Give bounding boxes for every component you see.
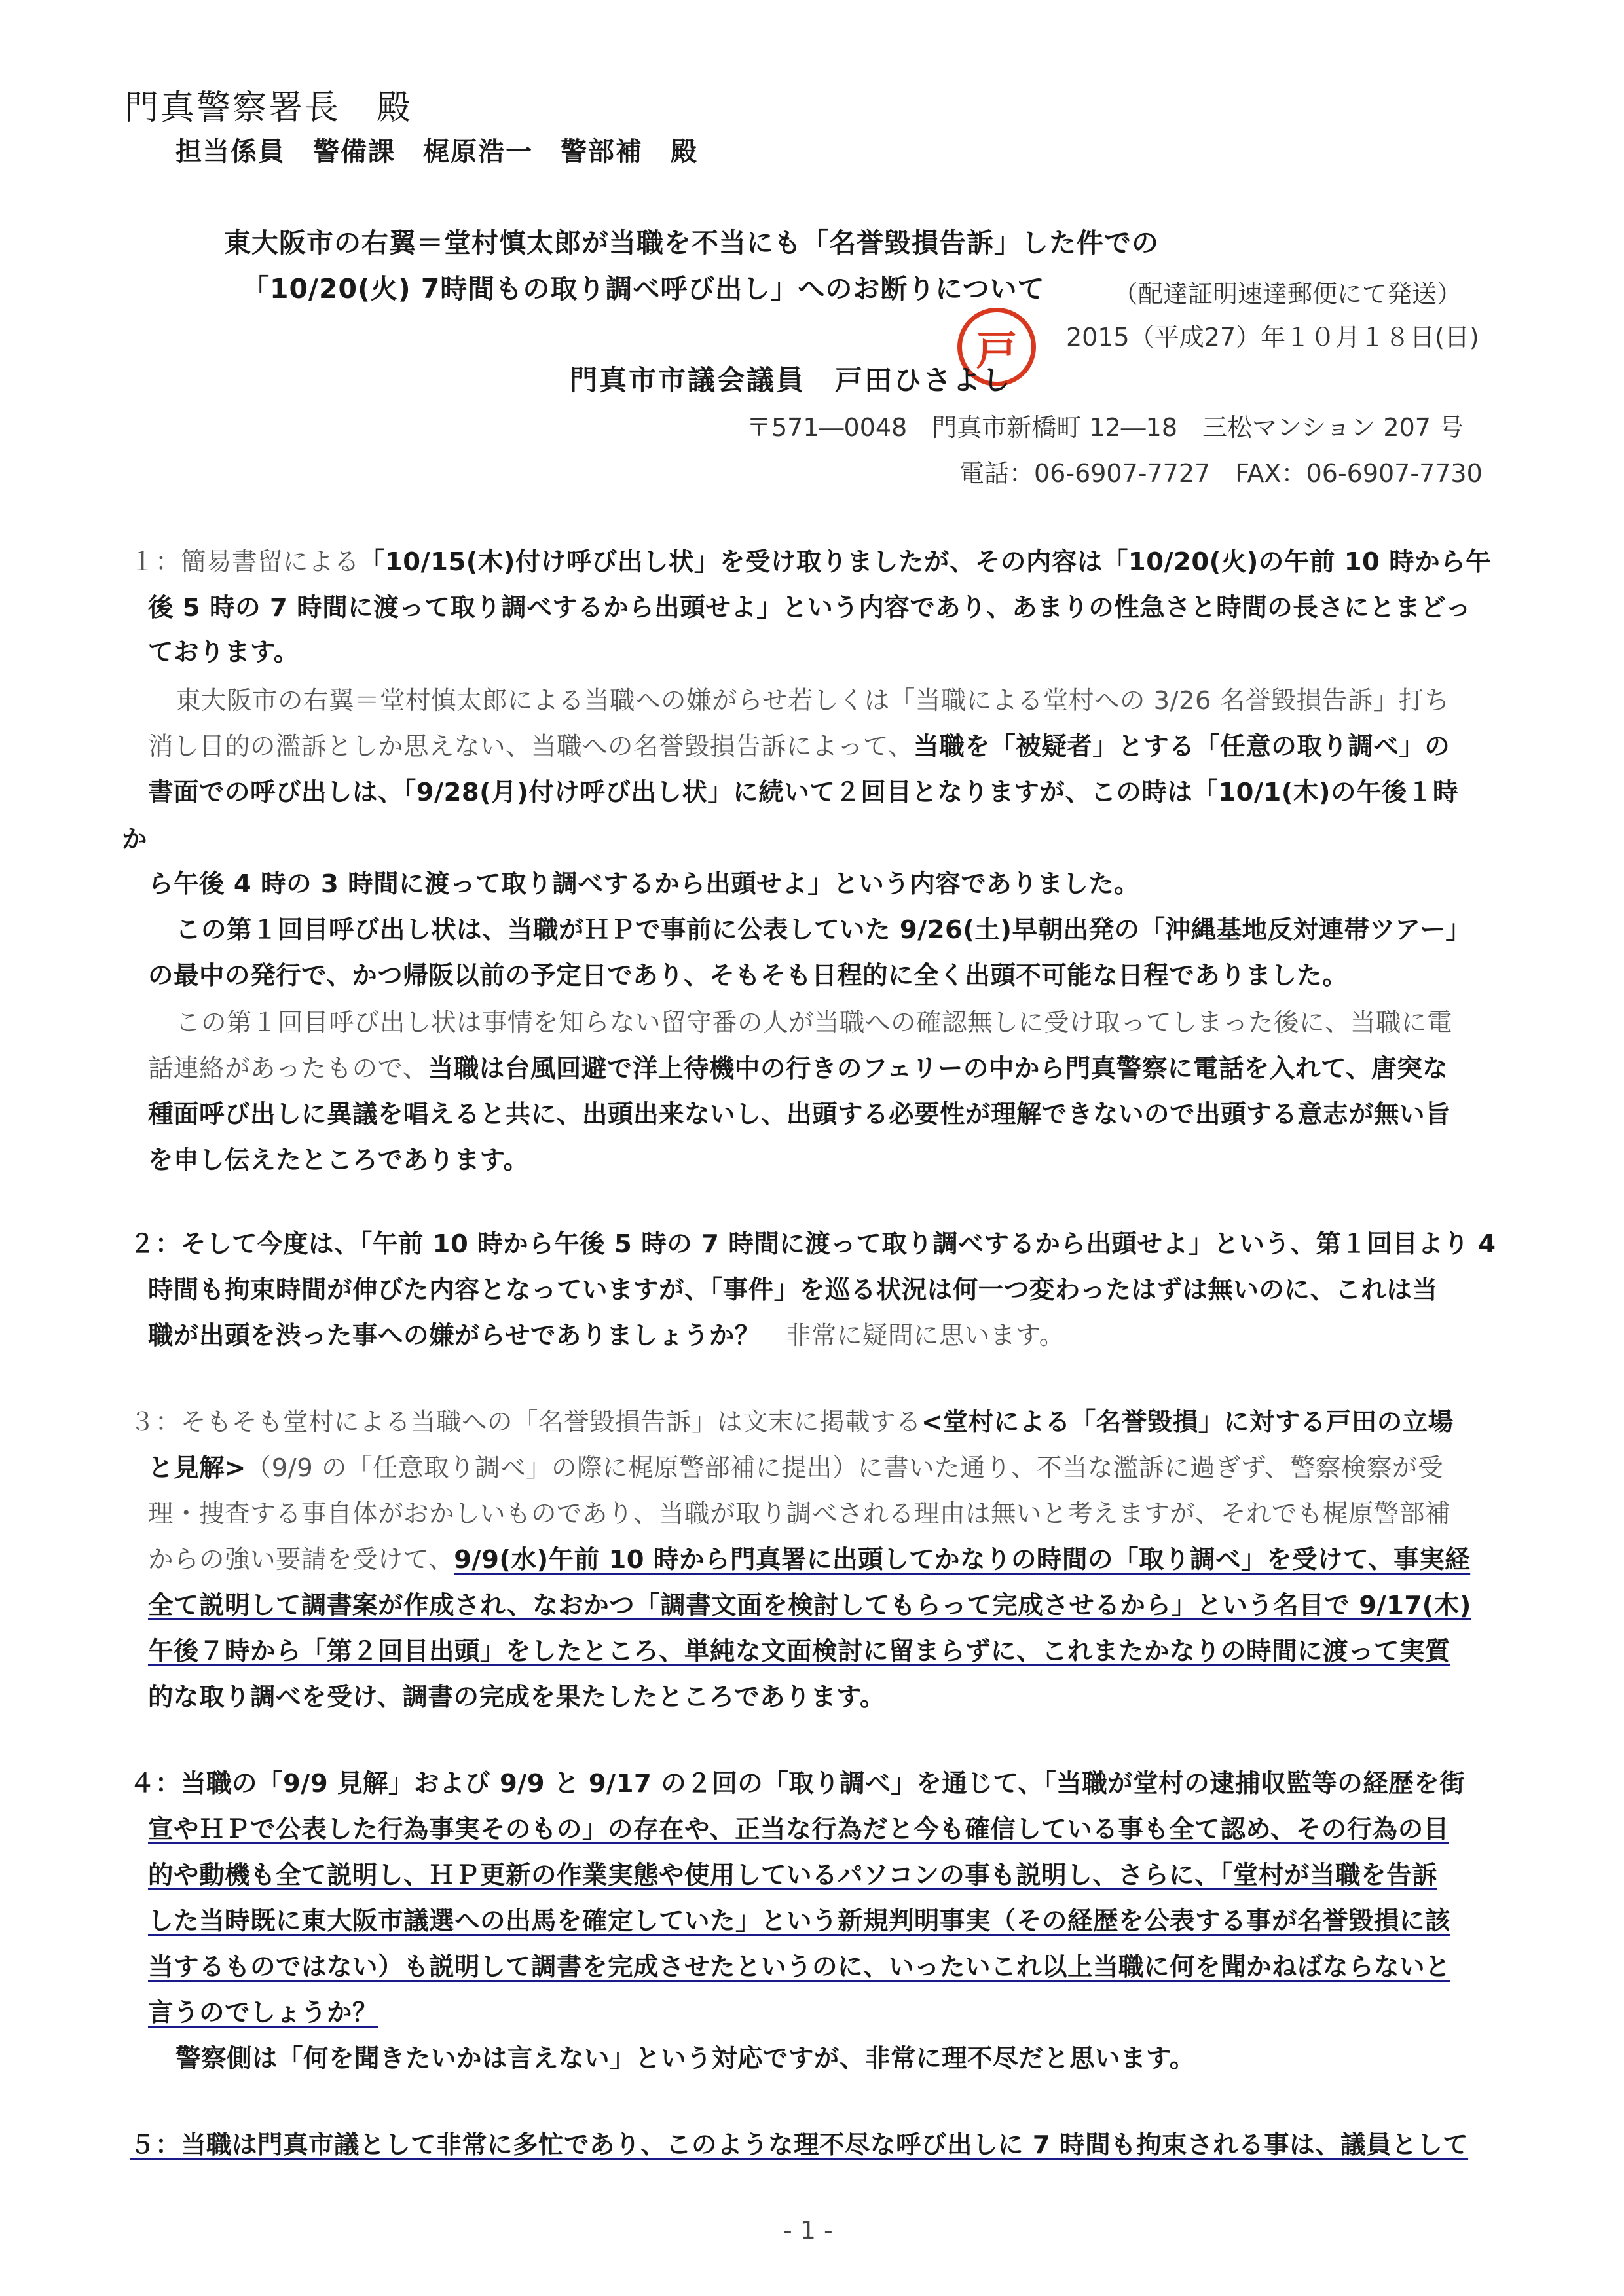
- p1d-line-3: 種面呼び出しに異議を唱えると共に、出頭出来ないし、出頭する必要性が理解できないので出頭する意志が無い旨: [148, 1100, 1451, 1129]
- p4-line-4: した当時既に東大阪市議選への出馬を確定していた」という新規判明事実（その経歴を公表する事が名誉毀損に該: [148, 1906, 1451, 1936]
- p1d-line-4: を申し伝えたところであります。: [148, 1146, 529, 1175]
- p4-line-7: 警察側は「何を聞きたいかは言えない」という対応ですが、非常に理不尽だと思います。: [175, 2044, 1195, 2073]
- p3-line-5: 全て説明して調書案が作成され、なおかつ「調書文面を検討してもらって完成させるから」という名目で 9/17(木): [148, 1591, 1471, 1620]
- addressee-attention: 担当係員 警備課 梶原浩一 警部補 殿: [175, 137, 698, 167]
- p1c-line-2: の最中の発行で、かつ帰阪以前の予定日であり、そもそも日程的に全く出頭不可能な日程でありました。: [148, 961, 1348, 991]
- p2-line-1: ２：そして今度は、「午前 10 時から午後 5 時の 7 時間に渡って取り調べするから出頭せよ」という、第１回目より 4: [130, 1230, 1496, 1259]
- p4-line-5: 当するものではない）も説明して調書を完成させたというのに、いったいこれ以上当職に何を聞かねばならないと: [148, 1952, 1451, 1982]
- p1-line-3: ております。: [148, 638, 299, 667]
- p1d-line-1: この第１回目呼び出し状は事情を知らない留守番の人が当職への確認無しに受け取ってしまった後に、当職に電: [175, 1008, 1453, 1038]
- subject-line-2: 「10/20(火) 7時間もの取り調べ呼び出し」へのお断りについて: [242, 273, 1045, 304]
- p3-line-3: 理・捜査する事自体がおかしいものであり、当職が取り調べされる理由は無いと考えますが、それでも梶原警部補: [148, 1499, 1451, 1529]
- p4-line-2: 宣やＨＰで公表した行為事実そのもの」の存在や、正当な行為だと今も確信している事も全て認め、その行為の目: [148, 1815, 1449, 1844]
- p4-line-1: ４：当職の「9/9 見解」および 9/9 と 9/17 の２回の「取り調べ」を通じて、「当職が堂村の逮捕収監等の経歴を街: [130, 1769, 1466, 1798]
- delivery-method: （配達証明速達郵便にて発送）: [1113, 280, 1462, 308]
- p3-line-6: 午後７時から「第２回目出頭」をしたところ、単純な文面検討に留まらずに、これまたかなりの時間に渡って実質: [148, 1637, 1451, 1666]
- author-name: 門真市市議会議員 戸田ひさよし: [570, 364, 1012, 396]
- p4-line-6: 言うのでしょうか？: [148, 1998, 378, 2028]
- p1b-line-3: 書面での呼び出しは、「9/28(月)付け呼び出し状」に続いて２回目となりますが、この時は「10/1(木)の午後１時: [148, 778, 1458, 807]
- addressee: 門真警察署長 殿: [124, 88, 413, 128]
- p3-line-7: 的な取り調べを受け、調書の完成を果たしたところであります。: [148, 1683, 885, 1712]
- p1b-line-1: 東大阪市の右翼＝堂村慎太郎による当職への嫌がらせ若しくは「当職による堂村への 3/26 名誉毀損告訴」打ち: [175, 686, 1450, 716]
- p3-line-4: からの強い要請を受けて、9/9(水)午前 10 時から門真署に出頭してかなりの時間の「取り調べ」を受けて、事実経: [148, 1545, 1471, 1575]
- seal-char: 戸: [976, 326, 1017, 374]
- p2-line-2: 時間も拘束時間が伸びた内容となっていますが、「事件」を巡る状況は何一つ変わったはずは無いのに、これは当: [148, 1275, 1438, 1305]
- author-address: 〒571―0048 門真市新橋町 12―18 三松マンション 207 号: [747, 413, 1464, 442]
- p2-line-3: 職が出頭を渋った事への嫌がらせでありましょうか？ 非常に疑問に思います。: [148, 1321, 1065, 1351]
- p4-line-3: 的や動機も全て説明し、ＨＰ更新の作業実態や使用しているパソコンの事も説明し、さらに、「堂村が当職を告訴: [148, 1861, 1437, 1890]
- author-phone: 電話：06-6907-7727 FAX：06-6907-7730: [959, 459, 1483, 488]
- subject-line-1: 東大阪市の右翼＝堂村慎太郎が当職を不当にも「名誉毀損告訴」した件での: [224, 227, 1159, 259]
- p1-line-2: 後 5 時の 7 時間に渡って取り調べするから出頭せよ」という内容であり、あまりの性急さと時間の長さにとまどっ: [148, 593, 1471, 623]
- page-number: - 1 -: [783, 2216, 833, 2245]
- p1b-line-5: ら午後 4 時の 3 時間に渡って取り調べするから出頭せよ」という内容でありました。: [148, 869, 1140, 899]
- p5-line-1: ５：当職は門真市議として非常に多忙であり、このような理不尽な呼び出しに 7 時間も拘束される事は、議員として: [130, 2130, 1469, 2160]
- p1c-line-1: この第１回目呼び出し状は、当職がＨＰで事前に公表していた 9/26(土)早朝出発の「沖縄基地反対連帯ツアー」: [175, 915, 1471, 945]
- p3-line-2: と見解>（9/9 の「任意取り調べ」の際に梶原警部補に提出）に書いた通り、不当な濫訴に過ぎず、警察検察が受: [148, 1453, 1443, 1483]
- document-date: 2015（平成27）年１０月１８日(日): [1066, 323, 1479, 352]
- p3-line-1: ３：そもそも堂村による当職への「名誉毀損告訴」は文末に掲載する<堂村による「名誉毀損」に対する戸田の立場: [130, 1408, 1454, 1437]
- p1b-line-2: 消し目的の濫訴としか思えない、当職への名誉毀損告訴によって、当職を「被疑者」とする「任意の取り調べ」の: [148, 732, 1450, 761]
- p1d-line-2: 話連絡があったもので、当職は台風回避で洋上待機中の行きのフェリーの中から門真警察に電話を入れて、唐突な: [148, 1054, 1449, 1084]
- p1b-line-4: か: [122, 825, 148, 854]
- p1-line-1: １：簡易書留による「10/15(木)付け呼び出し状」を受け取りましたが、その内容は「10/20(火)の午前 10 時から午: [130, 547, 1492, 577]
